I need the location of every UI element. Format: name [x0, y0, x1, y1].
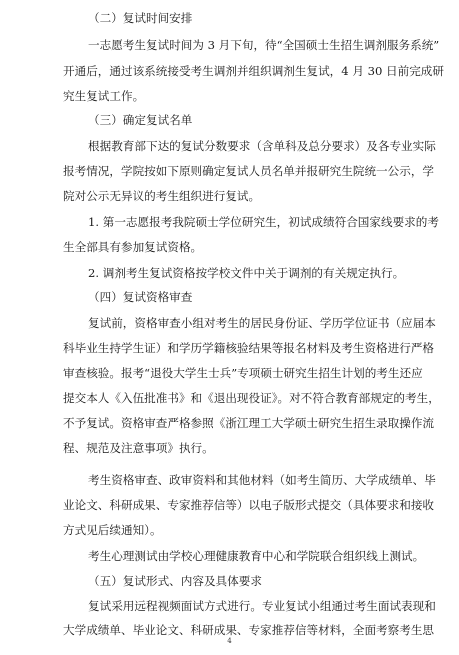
heading-qualification-review: （四）复试资格审查 [88, 290, 193, 304]
list-item-1: 1. 第一志愿报考我院硕士学位研究生，初试成绩符合国家线要求的考 [88, 215, 439, 229]
paragraph-line: 复试前，资格审查小组对考生的居民身份证、学历学位证书（应届本 [88, 316, 436, 330]
paragraph-line: 提交本人《入伍批准书》和《退出现役证》。对不符合教育部规定的考生， [63, 391, 440, 405]
paragraph-line: 考生资格审查、政审资料和其他材料（如考生简历、大学成绩单、毕 [88, 473, 436, 487]
paragraph-line: 复试采用远程视频面试方式进行。专业复试小组通过考生面试表现和 [88, 599, 436, 613]
paragraph-line: 大学成绩单、毕业论文、科研成果、专家推荐信等材料，全面考察考生思 [63, 623, 435, 637]
paragraph-line: 业论文、科研成果、专家推荐信等）以电子版形式提交（具体要求和接收 [63, 498, 435, 512]
paragraph-line: 不予复试。资格审查严格参照《浙江理工大学硕士研究生招生录取操作流 [63, 416, 435, 430]
paragraph-line: 程、规范及注意事项》执行。 [63, 441, 214, 455]
paragraph-line: 考生心理测试由学校心理健康教育中心和学院联合组织线上测试。 [88, 549, 425, 563]
heading-retest-format: （五）复试形式、内容及具体要求 [88, 574, 262, 588]
paragraph-line: 科毕业生持学生证）和学历学籍核验结果等报名材料及考生资格进行严格 [63, 341, 435, 355]
heading-retest-schedule: （二）复试时间安排 [88, 11, 193, 25]
paragraph-line: 究生复试工作。 [63, 89, 145, 103]
paragraph-line: 方式见后续通知）。 [63, 523, 162, 537]
paragraph-line: 根据教育部下达的复试分数要求（含单科及总分要求）及各专业实际 [88, 139, 436, 153]
list-item-2: 2. 调剂考生复试资格按学校文件中关于调剂的有关规定执行。 [88, 266, 405, 280]
paragraph-line: 报考情况，学院按如下原则确定复试人员名单并报研究生院统一公示，学 [63, 164, 435, 178]
paragraph-line: 一志愿考生复试时间为 3 月下旬，待“全国硕士生招生调剂服务系统” [88, 38, 440, 52]
paragraph-line: 开通后，通过该系统接受考生调剂并组织调剂生复试，4 月 30 日前完成研 [63, 64, 444, 78]
paragraph-line: 院对公示无异议的考生组织进行复试。 [63, 189, 261, 203]
heading-confirm-list: （三）确定复试名单 [88, 113, 193, 127]
paragraph-line: 生全部具有参加复试资格。 [63, 240, 203, 254]
paragraph-line: 审查核验。报考“退役大学生士兵”专项硕士研究生招生计划的考生还应 [63, 366, 423, 380]
page-number: 4 [227, 637, 232, 645]
